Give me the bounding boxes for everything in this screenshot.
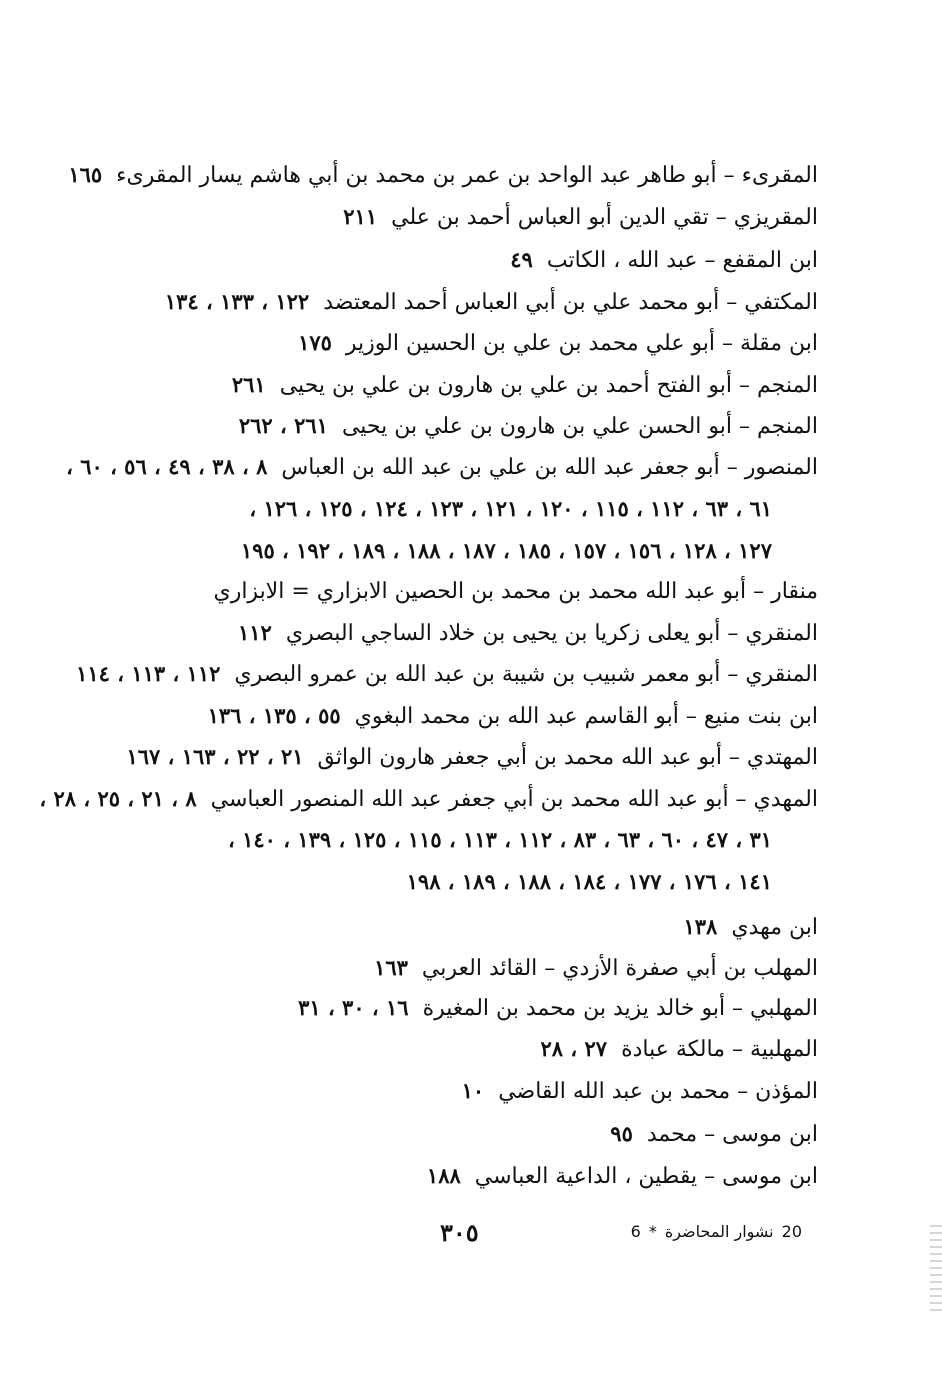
entry-name: ابن موسى – محمد: [646, 1122, 818, 1147]
index-entry: [510, 245, 818, 275]
index-entry: [127, 742, 819, 772]
entry-page-refs: ١٧٥: [298, 330, 332, 355]
entry-name: المهتدي – أبو عبد الله محمد بن أبي جعفر هارون الواثق: [317, 745, 818, 770]
index-entry: [462, 1076, 818, 1106]
footer-signature: [623, 1222, 802, 1241]
entry-page-refs: ٩٥: [610, 1121, 633, 1146]
entry-page-refs: ١٠: [461, 1078, 485, 1103]
entry-name: المهلبية – مالكة عبادة: [621, 1037, 818, 1062]
page-edge-mark: [930, 1225, 942, 1315]
index-entry: [232, 370, 818, 400]
entry-name: المكتفي – أبو محمد علي بن أبي العباس أحمد المعتضد: [323, 290, 818, 315]
entry-page-refs: ٢١ ، ٢٢ ، ١٦٣ ، ١٦٧: [126, 744, 304, 769]
entry-name: المقريزي – تقي الدين أبو العباس أحمد بن علي: [391, 205, 818, 230]
entry-page-refs: ١٢٢ ، ١٣٣ ، ١٣٤: [164, 289, 310, 314]
index-entry: [66, 452, 818, 482]
footer-part: 6: [630, 1222, 641, 1241]
index-entry: [39, 784, 818, 814]
entry-page-refs: ١٦٣: [374, 955, 408, 980]
entry-name: المؤذن – محمد بن عبد الله القاضي: [498, 1079, 818, 1104]
index-entry: [298, 993, 818, 1023]
entry-page-refs: ٤٩: [510, 247, 533, 272]
entry-name: المهلب بن أبي صفرة الأزدي – القائد العربي: [421, 956, 818, 981]
entry-page-refs: ٨ ، ٢١ ، ٢٥ ، ٢٨ ،: [39, 786, 197, 811]
entry-page-refs: ١٣٨: [683, 914, 718, 939]
entry-name: ابن مقلة – أبو علي محمد بن علي بن الحسين الوزير: [345, 331, 818, 356]
index-entry: [213, 577, 818, 607]
page-number: ٣٠٥: [440, 1218, 479, 1247]
index-entry: [427, 1161, 818, 1191]
footer-star: *: [648, 1222, 657, 1241]
index-entry: [239, 411, 818, 441]
entry-name: ابن موسى – يقطين ، الداعية العباسي: [474, 1164, 818, 1189]
entry-page-refs: ١٨٨: [426, 1163, 461, 1188]
entry-page-refs: ٢٦١: [231, 372, 266, 397]
entry-name: المنجم – أبو الحسن علي بن هارون بن علي بن يحيى: [341, 414, 818, 439]
index-entry-continuation: [249, 494, 772, 524]
entry-page-refs: ٥٥ ، ١٣٥ ، ١٣٦: [207, 703, 341, 728]
index-entry: [68, 160, 818, 190]
entry-page-refs: ٨ ، ٣٨ ، ٤٩ ، ٥٦ ، ٦٠ ،: [66, 454, 268, 479]
entry-name: ابن مهدي: [731, 915, 818, 940]
entry-page-refs: ١٦ ، ٣٠ ، ٣١: [298, 995, 409, 1020]
entry-name: المنقري – أبو يعلى زكريا بن يحيى بن خلاد الساجي البصري: [285, 621, 818, 646]
entry-name: المهدي – أبو عبد الله محمد بن أبي جعفر عبد الله المنصور العباسي: [210, 787, 818, 812]
index-entry: [541, 1034, 818, 1064]
entry-page-refs: ١٦٥: [68, 162, 103, 187]
entry-name: المنقري – أبو معمر شبيب بن شيبة بن عبد الله بن عمرو البصري: [234, 662, 818, 687]
index-entry: [238, 618, 818, 648]
index-entry-continuation: [241, 536, 772, 566]
entry-name: المنجم – أبو الفتح أحمد بن علي بن هارون بن علي بن يحيى: [279, 373, 818, 398]
entry-name: المقرىء – أبو طاهر عبد الواحد بن عمر بن محمد بن أبي هاشم يسار المقرىء: [116, 163, 818, 188]
entry-page-refs: ٢٧ ، ٢٨: [540, 1036, 608, 1061]
index-entry: [76, 659, 818, 689]
index-entry-continuation: [228, 825, 772, 855]
entry-name: المهلبي – أبو خالد يزيد بن محمد بن المغيرة: [422, 996, 818, 1021]
entry-page-refs: ١٤١ ، ١٧٦ ، ١٧٧ ، ١٨٤ ، ١٨٨ ، ١٨٩ ، ١٩٨: [406, 869, 772, 894]
index-entry: [343, 202, 818, 232]
entry-name: منقار – أبو عبد الله محمد بن محمد بن الحصين الابزاري = الابزاري: [213, 579, 818, 604]
footer-volume: 20: [781, 1222, 802, 1241]
entry-page-refs: ٢٦١ ، ٢٦٢: [238, 413, 328, 438]
entry-name: ابن بنت منيع – أبو القاسم عبد الله بن محمد البغوي: [354, 704, 818, 729]
entry-name: المنصور – أبو جعفر عبد الله بن علي بن عبد الله بن العباس: [281, 455, 818, 480]
index-entry: [298, 328, 818, 358]
entry-page-refs: ٦١ ، ٦٣ ، ١١٢ ، ١١٥ ، ١٢٠ ، ١٢١ ، ١٢٣ ، ١٢٤ ، ١٢٥ ، ١٢٦ ،: [249, 496, 772, 521]
entry-page-refs: ١٢٧ ، ١٢٨ ، ١٥٦ ، ١٥٧ ، ١٨٥ ، ١٨٧ ، ١٨٨ ، ١٨٩ ، ١٩٢ ، ١٩٥: [240, 538, 772, 563]
index-entry: [165, 287, 818, 317]
entry-name: ابن المقفع – عبد الله ، الكاتب: [546, 248, 818, 273]
index-entry: [683, 912, 818, 942]
entry-page-refs: ١١٢ ، ١١٣ ، ١١٤: [76, 661, 221, 686]
footer-book-title: نشوار المحاضرة: [664, 1222, 774, 1241]
index-entry: [374, 953, 818, 983]
entry-page-refs: ٢١١: [343, 204, 378, 229]
index-entry: [610, 1119, 818, 1149]
entry-page-refs: ٣١ ، ٤٧ ، ٦٠ ، ٦٣ ، ٨٣ ، ١١٢ ، ١١٣ ، ١١٥ ، ١٢٥ ، ١٣٩ ، ١٤٠ ،: [227, 827, 772, 852]
index-entry-continuation: [407, 867, 772, 897]
entry-page-refs: ١١٢: [238, 620, 272, 645]
index-entry: [208, 701, 818, 731]
